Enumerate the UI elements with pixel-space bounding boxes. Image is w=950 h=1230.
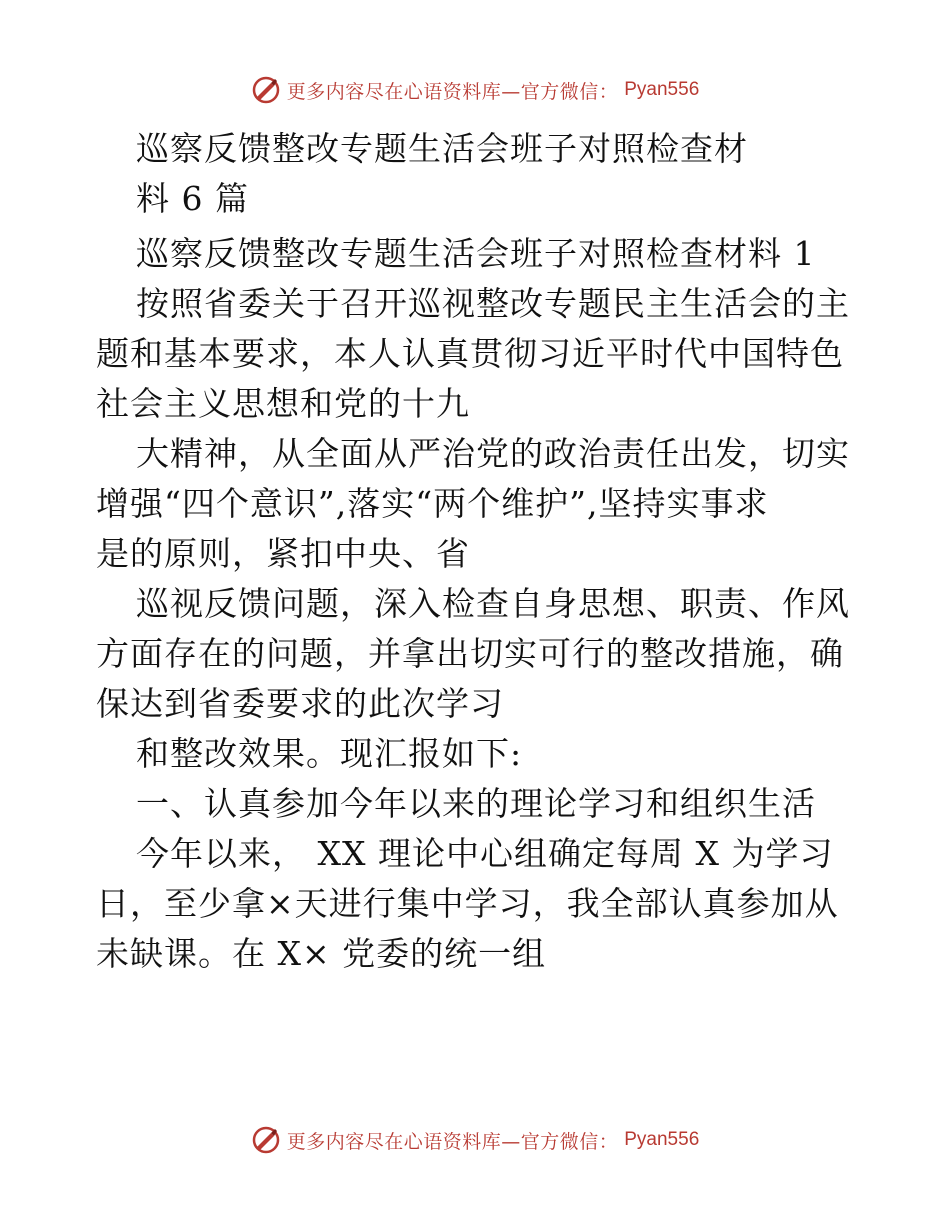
paragraph-line: 保达到省委要求的此次学习	[96, 684, 504, 723]
watermark-text: 更多内容尽在心语资料库—官方微信：	[286, 80, 619, 103]
document-subtitle: 巡察反馈整改专题生活会班子对照检查材料 1	[136, 234, 816, 273]
watermark-wechat-id: Pyan556	[624, 1129, 700, 1150]
document-title-line-2: 料 6 篇	[136, 179, 249, 218]
header-watermark	[0, 70, 950, 110]
paragraph-line: 按照省委关于召开巡视整改专题民主生活会的主	[136, 284, 850, 323]
watermark-wechat-id: Pyan556	[624, 79, 700, 100]
paragraph-line: 增强“四个意识”,落实“两个维护”,坚持实事求	[96, 484, 769, 523]
paragraph-line: 是的原则，紧扣中央、省	[96, 534, 470, 573]
paragraph-line: 未缺课。在 X× 党委的统一组	[96, 934, 547, 973]
document-body	[96, 124, 856, 979]
watermark-text: 更多内容尽在心语资料库—官方微信：	[286, 1130, 619, 1153]
document-title-line-1: 巡察反馈整改专题生活会班子对照检查材	[136, 129, 748, 168]
section-heading: 一、认真参加今年以来的理论学习和组织生活	[136, 784, 816, 823]
paragraph-line: 日，至少拿×天进行集中学习，我全部认真参加从	[96, 884, 839, 923]
paragraph-line: 方面存在的问题，并拿出切实可行的整改措施，确	[96, 634, 844, 673]
paragraph-line: 大精神，从全面从严治党的政治责任出发，切实	[136, 434, 850, 473]
paragraph-line: 今年以来， XX 理论中心组确定每周 X 为学习	[136, 834, 834, 873]
paragraph-line: 社会主义思想和党的十九	[96, 384, 470, 423]
pen-logo-icon	[251, 1125, 281, 1155]
paragraph-line: 巡视反馈问题，深入检查自身思想、职责、作风	[136, 584, 850, 623]
pen-logo-icon	[251, 75, 281, 105]
paragraph-line: 题和基本要求，本人认真贯彻习近平时代中国特色	[96, 334, 844, 373]
footer-watermark	[0, 1120, 950, 1160]
paragraph-line: 和整改效果。现汇报如下:	[136, 734, 523, 773]
